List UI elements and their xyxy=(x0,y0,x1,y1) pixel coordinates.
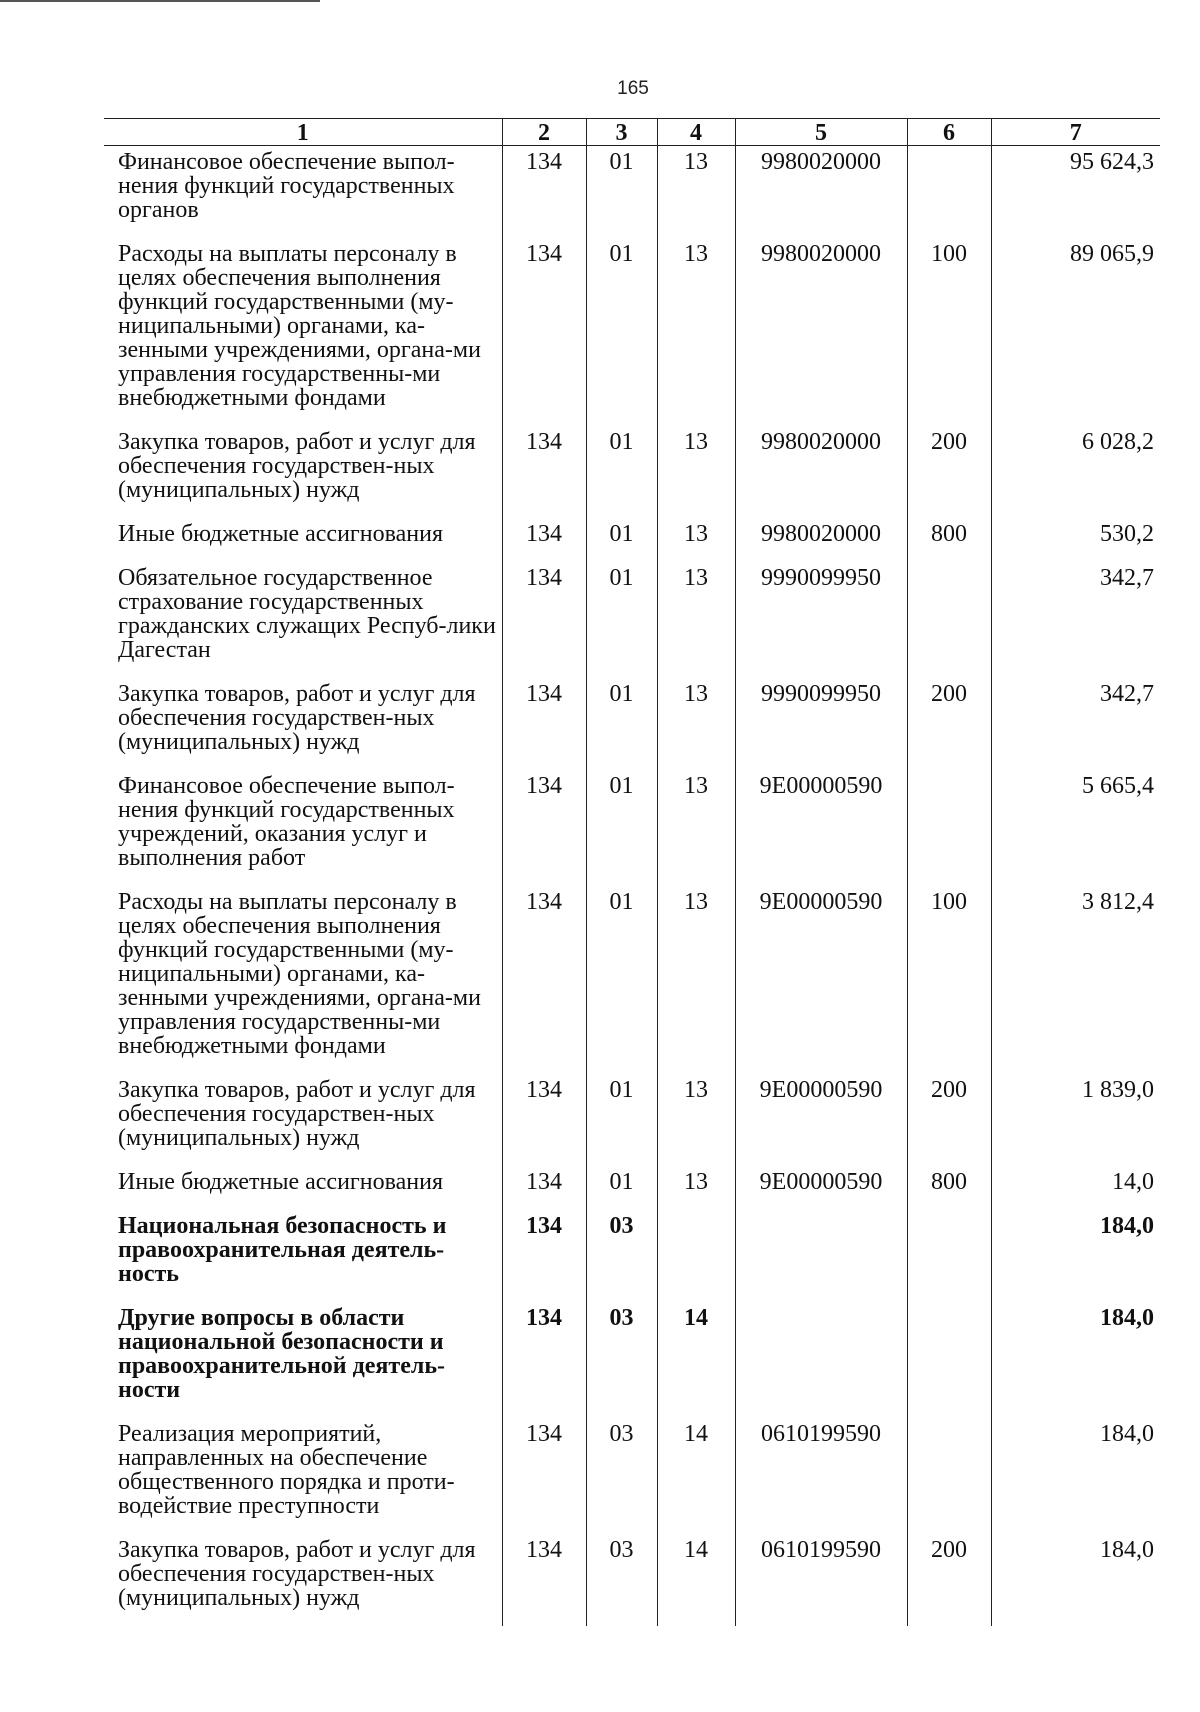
column-header-7: 7 xyxy=(991,119,1160,146)
row-expense-type-cell: 200 xyxy=(907,426,991,518)
row-code-cell: 134 xyxy=(502,562,586,678)
row-expense-type-cell: 800 xyxy=(907,518,991,562)
row-code-cell: 134 xyxy=(502,1166,586,1210)
row-target-article-cell: 0610199590 xyxy=(735,1534,907,1626)
table-row xyxy=(104,562,1160,678)
table-row xyxy=(104,146,1160,239)
table-row xyxy=(104,1166,1160,1210)
row-name-cell: Иные бюджетные ассигнования xyxy=(118,1169,443,1195)
row-expense-type-cell xyxy=(907,562,991,678)
table-row xyxy=(104,1074,1160,1166)
row-name-cell: Иные бюджетные ассигнования xyxy=(118,521,443,547)
table-row xyxy=(104,770,1160,886)
row-code-cell: 134 xyxy=(502,770,586,886)
row-name-cell: Закупка товаров, работ и услуг для обеспечения государствен-ных (муниципальных) нужд xyxy=(118,429,476,503)
row-section-cell: 01 xyxy=(586,1074,657,1166)
row-expense-type-cell: 200 xyxy=(907,678,991,770)
row-expense-type-cell: 200 xyxy=(907,1074,991,1166)
row-expense-type-cell xyxy=(907,1418,991,1534)
table-row xyxy=(104,1418,1160,1534)
row-code-cell: 134 xyxy=(502,518,586,562)
row-name-cell: Закупка товаров, работ и услуг для обеспечения государствен-ных (муниципальных) нужд xyxy=(118,1077,476,1151)
row-subsection-cell xyxy=(657,1210,735,1302)
row-subsection-cell: 13 xyxy=(657,518,735,562)
row-code-cell: 134 xyxy=(502,1418,586,1534)
column-header-3: 3 xyxy=(586,119,657,146)
row-subsection-cell: 13 xyxy=(657,562,735,678)
row-name-cell: Расходы на выплаты персоналу в целях обеспечения выполнения функций государственными (му-ниципальными) органами, ка-зенными учреждениями, органа-ми управления государственны-ми внебюджетными фондами xyxy=(118,889,481,1059)
row-code-cell: 134 xyxy=(502,1302,586,1418)
table-row xyxy=(104,678,1160,770)
row-expense-type-cell xyxy=(907,770,991,886)
table-row xyxy=(104,1534,1160,1626)
row-target-article-cell: 9980020000 xyxy=(735,426,907,518)
row-code-cell: 134 xyxy=(502,146,586,239)
row-expense-type-cell: 100 xyxy=(907,238,991,426)
row-amount-cell: 5 665,4 xyxy=(991,770,1160,886)
row-target-article-cell: 9Е00000590 xyxy=(735,770,907,886)
row-section-cell: 03 xyxy=(586,1534,657,1626)
row-subsection-cell: 14 xyxy=(657,1418,735,1534)
row-amount-cell: 14,0 xyxy=(991,1166,1160,1210)
row-subsection-cell: 13 xyxy=(657,146,735,239)
row-section-cell: 03 xyxy=(586,1418,657,1534)
row-target-article-cell xyxy=(735,1210,907,1302)
row-section-cell: 01 xyxy=(586,238,657,426)
row-name-cell: Расходы на выплаты персоналу в целях обеспечения выполнения функций государственными (му-ниципальными) органами, ка-зенными учреждениями, органа-ми управления государственны-ми внебюджетными фондами xyxy=(118,241,481,411)
table-body xyxy=(104,146,1160,1627)
table-row xyxy=(104,1210,1160,1302)
column-header-2: 2 xyxy=(502,119,586,146)
page-number: 165 xyxy=(617,78,649,99)
row-subsection-cell: 13 xyxy=(657,678,735,770)
row-code-cell: 134 xyxy=(502,238,586,426)
row-subsection-cell: 13 xyxy=(657,1074,735,1166)
row-name-cell: Обязательное государственное страхование государственных гражданских служащих Респуб-лики Дагестан xyxy=(118,565,496,663)
row-target-article-cell: 9990099950 xyxy=(735,562,907,678)
row-subsection-cell: 13 xyxy=(657,238,735,426)
column-header-6: 6 xyxy=(907,119,991,146)
row-code-cell: 134 xyxy=(502,1534,586,1626)
row-expense-type-cell: 100 xyxy=(907,886,991,1074)
row-section-cell: 01 xyxy=(586,426,657,518)
row-code-cell: 134 xyxy=(502,1074,586,1166)
column-header-5: 5 xyxy=(735,119,907,146)
row-amount-cell: 1 839,0 xyxy=(991,1074,1160,1166)
table-row xyxy=(104,238,1160,426)
row-expense-type-cell xyxy=(907,1302,991,1418)
row-target-article-cell: 9980020000 xyxy=(735,146,907,239)
row-section-cell: 01 xyxy=(586,886,657,1074)
row-code-cell: 134 xyxy=(502,1210,586,1302)
row-name-cell: Реализация мероприятий, направленных на обеспечение общественного порядка и проти-водействие преступности xyxy=(118,1421,455,1519)
row-name-cell: Закупка товаров, работ и услуг для обеспечения государствен-ных (муниципальных) нужд xyxy=(118,681,476,755)
row-target-article-cell: 9980020000 xyxy=(735,238,907,426)
row-section-cell: 01 xyxy=(586,678,657,770)
row-subsection-cell: 13 xyxy=(657,886,735,1074)
table-row xyxy=(104,426,1160,518)
table-row xyxy=(104,886,1160,1074)
row-subsection-cell: 13 xyxy=(657,1166,735,1210)
row-section-cell: 01 xyxy=(586,562,657,678)
row-expense-type-cell xyxy=(907,146,991,239)
row-code-cell: 134 xyxy=(502,886,586,1074)
table-row xyxy=(104,1302,1160,1418)
row-amount-cell: 184,0 xyxy=(991,1302,1160,1418)
row-subsection-cell: 13 xyxy=(657,770,735,886)
row-section-cell: 01 xyxy=(586,146,657,239)
row-target-article-cell: 9Е00000590 xyxy=(735,1166,907,1210)
row-target-article-cell: 9980020000 xyxy=(735,518,907,562)
row-subsection-cell: 14 xyxy=(657,1302,735,1418)
row-amount-cell: 89 065,9 xyxy=(991,238,1160,426)
row-expense-type-cell: 200 xyxy=(907,1534,991,1626)
row-amount-cell: 6 028,2 xyxy=(991,426,1160,518)
table-header-row xyxy=(104,119,1160,146)
scan-edge-rule xyxy=(0,0,320,2)
column-header-4: 4 xyxy=(657,119,735,146)
row-name-cell: Финансовое обеспечение выпол-нения функций государственных органов xyxy=(118,149,455,223)
row-subsection-cell: 14 xyxy=(657,1534,735,1626)
column-header-1: 1 xyxy=(104,119,502,146)
row-amount-cell: 184,0 xyxy=(991,1418,1160,1534)
row-amount-cell: 342,7 xyxy=(991,562,1160,678)
row-section-cell: 01 xyxy=(586,518,657,562)
row-section-cell: 01 xyxy=(586,770,657,886)
row-section-cell: 03 xyxy=(586,1302,657,1418)
row-code-cell: 134 xyxy=(502,426,586,518)
row-name-cell: Финансовое обеспечение выпол-нения функций государственных учреждений, оказания услуг и выполнения работ xyxy=(118,773,455,871)
row-section-cell: 03 xyxy=(586,1210,657,1302)
row-amount-cell: 184,0 xyxy=(991,1210,1160,1302)
row-target-article-cell: 0610199590 xyxy=(735,1418,907,1534)
row-expense-type-cell: 800 xyxy=(907,1166,991,1210)
row-name-cell: Закупка товаров, работ и услуг для обеспечения государствен-ных (муниципальных) нужд xyxy=(118,1537,476,1611)
row-target-article-cell xyxy=(735,1302,907,1418)
row-section-cell: 01 xyxy=(586,1166,657,1210)
budget-table xyxy=(104,118,1160,1626)
row-code-cell: 134 xyxy=(502,678,586,770)
row-amount-cell: 3 812,4 xyxy=(991,886,1160,1074)
row-expense-type-cell xyxy=(907,1210,991,1302)
row-amount-cell: 184,0 xyxy=(991,1534,1160,1626)
row-target-article-cell: 9Е00000590 xyxy=(735,1074,907,1166)
table-row xyxy=(104,518,1160,562)
row-subsection-cell: 13 xyxy=(657,426,735,518)
row-name-cell: Другие вопросы в области национальной безопасности и правоохранительной деятель-ности xyxy=(118,1305,445,1403)
row-name-cell: Национальная безопасность и правоохранительная деятель-ность xyxy=(118,1213,447,1287)
row-amount-cell: 95 624,3 xyxy=(991,146,1160,239)
row-amount-cell: 342,7 xyxy=(991,678,1160,770)
row-target-article-cell: 9Е00000590 xyxy=(735,886,907,1074)
row-target-article-cell: 9990099950 xyxy=(735,678,907,770)
row-amount-cell: 530,2 xyxy=(991,518,1160,562)
